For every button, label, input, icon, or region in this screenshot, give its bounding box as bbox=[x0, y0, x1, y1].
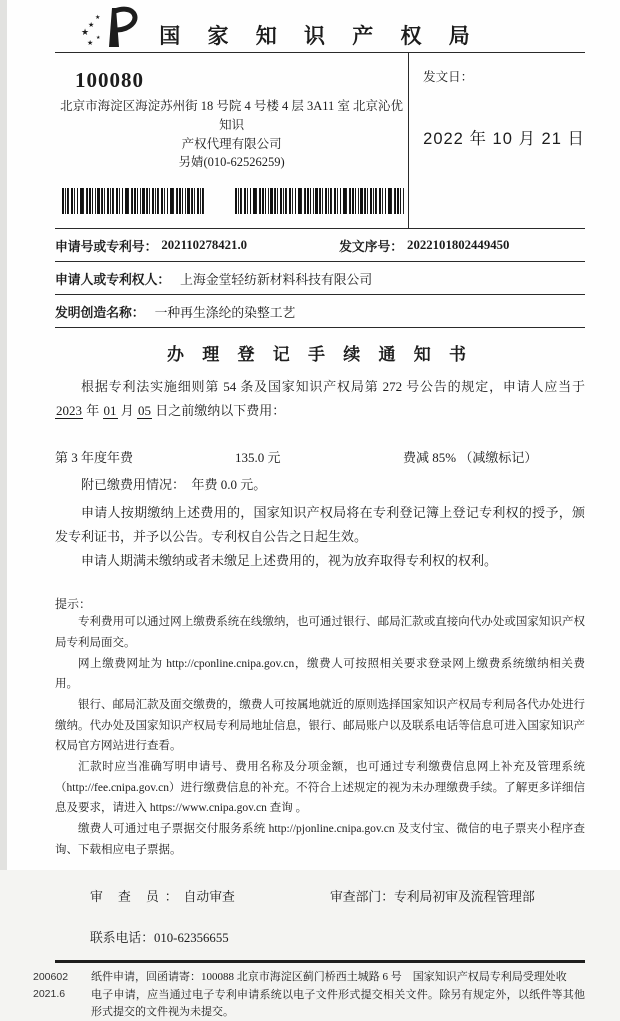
phone-label: 联系电话： bbox=[90, 931, 154, 946]
hint-item: 网上缴费网址为 http://cponline.cnipa.gov.cn，缴费人可按照相关要求登录网上缴费系统缴纳相关费用。 bbox=[55, 657, 585, 691]
year-unit: 年 bbox=[83, 403, 103, 419]
barcode-2 bbox=[235, 188, 405, 214]
meta-row-applicant bbox=[55, 262, 585, 295]
department-value: 专利局初审及流程管理部 bbox=[393, 890, 535, 905]
address-line-2: 产权代理有限公司 bbox=[181, 136, 282, 151]
hint-item: 缴费人可通过电子票据交付服务系统 http://pjonline.cnipa.gov.cn 及支付宝、微信的电子票夹小程序查询、下载相应电子票据。 bbox=[55, 823, 585, 856]
issue-date-block bbox=[408, 53, 585, 229]
review-row bbox=[55, 886, 585, 905]
notice-title: 办 理 登 记 手 续 通 知 书 bbox=[167, 345, 473, 364]
issue-date-label: 发文日： bbox=[423, 70, 474, 84]
hint-item: 专利费用可以通过网上缴费系统在线缴纳，也可通过银行、邮局汇款或直接向代办处或国家知识产权局专利局面交。 bbox=[55, 616, 585, 649]
footnote bbox=[33, 969, 585, 1020]
footnote-line-2: 电子申请，应当通过电子专利申请系统以电子文件形式提交相关文件。除另有规定外，以纸件等其他形式提交的文件视为未提交。 bbox=[91, 988, 585, 1018]
application-no-value: 202110278421.0 bbox=[161, 237, 248, 252]
hint-item: 银行、邮局汇款及面交缴费的，缴费人可按属地就近的原则选择国家知识产权局专利局各代办处进行缴纳。代办处及国家知识产权局专利局地址信息，银行、邮局账户以及联系电话等信息可进入国家知识产权局官方网站进行查看。 bbox=[55, 698, 585, 753]
paid-fee-label: 附已缴费用情况： bbox=[81, 477, 186, 493]
invention-title-value: 一种再生涤纶的染整工艺 bbox=[154, 305, 296, 320]
fee-row bbox=[55, 447, 585, 466]
form-code: 200602 bbox=[33, 971, 69, 984]
due-month: 01 bbox=[103, 403, 117, 419]
notice-intro bbox=[55, 375, 585, 423]
org-title: 国 家 知 识 产 权 局 bbox=[159, 24, 481, 48]
examiner-label: 审 查 员： bbox=[90, 890, 184, 905]
recipient-address bbox=[55, 53, 408, 229]
barcode-1 bbox=[62, 188, 205, 214]
body-paragraph-1: 申请人按期缴纳上述费用的，国家知识产权局将在专利登记簿上登记专利权的授予，颁发专利证书，并予以公告。专利权自公告之日起生效。 bbox=[55, 505, 585, 545]
hint-item: 汇款时应当准确写明申请号、费用名称及分项金额，也可通过专利缴费信息网上补充及管理系统（http://fee.cnipa.gov.cn）进行缴费信息的补充。不符合上述规定的视为未办理缴费手续。了解更多详细信息及要求，请进入 https://www.cnipa.gov.cn 查询 。 bbox=[55, 761, 585, 815]
document-header bbox=[55, 0, 585, 52]
due-day: 05 bbox=[138, 403, 152, 419]
recipient-contact: 另婧(010-62526259) bbox=[178, 155, 285, 170]
svg-text:★: ★ bbox=[81, 27, 90, 37]
invention-title-label: 发明创造名称： bbox=[55, 305, 145, 320]
day-unit: 日 bbox=[152, 403, 169, 419]
serial-no-value: 2022101802449450 bbox=[407, 237, 510, 252]
applicant-value: 上海金堂轻纺新材料科技有限公司 bbox=[180, 272, 373, 287]
footer-rule bbox=[55, 960, 585, 963]
examiner-value: 自动审查 bbox=[183, 890, 235, 905]
hints-section bbox=[55, 595, 585, 860]
body-paragraph-2: 申请人期满未缴纳或者未缴足上述费用的，视为放弃取得专利权的权利。 bbox=[81, 553, 498, 569]
meta-row-application bbox=[55, 229, 585, 262]
cnipa-logo bbox=[79, 5, 145, 51]
paid-fee-note bbox=[55, 474, 585, 493]
fee-item: 第 3 年度年费 bbox=[55, 450, 134, 466]
meta-row-invention bbox=[55, 295, 585, 328]
department-label: 审查部门： bbox=[330, 890, 394, 905]
fee-reduction: 费减 85% （减缴标记） bbox=[403, 450, 538, 466]
postal-code: 100080 bbox=[75, 68, 144, 92]
notice-body bbox=[55, 501, 585, 573]
svg-text:★: ★ bbox=[95, 15, 101, 21]
svg-text:★: ★ bbox=[88, 21, 95, 29]
month-unit: 月 bbox=[117, 403, 138, 419]
paid-fee-value: 年费 0.0 元。 bbox=[191, 477, 267, 493]
phone-value: 010-62356655 bbox=[153, 931, 229, 946]
issue-date-value: 2022 年 10 月 21 日 bbox=[423, 130, 585, 148]
intro-prefix: 根据专利法实施细则第 54 条及国家知识产权局第 272 号公告的规定，申请人应当于 bbox=[81, 379, 585, 394]
intro-suffix: 之前缴纳以下费用： bbox=[168, 403, 286, 419]
hints-label: 提示： bbox=[55, 597, 92, 612]
fee-amount: 135.0 元 bbox=[235, 450, 281, 466]
svg-text:★: ★ bbox=[96, 36, 101, 41]
applicant-label: 申请人或专利权人： bbox=[55, 272, 171, 287]
serial-no-label: 发文序号： bbox=[339, 239, 404, 254]
footnote-line-1: 纸件申请，回函请寄：100088 北京市海淀区蓟门桥西土城路 6 号 国家知识产权局专利局受理处收 bbox=[91, 971, 567, 984]
application-no-label: 申请号或专利号： bbox=[55, 239, 158, 254]
svg-text:★: ★ bbox=[87, 39, 94, 47]
due-year: 2023 bbox=[56, 403, 82, 419]
address-line-1: 北京市海淀区海淀苏州街 18 号院 4 号楼 4 层 3A11 室 北京沁优知识 bbox=[60, 99, 404, 132]
recipient-block bbox=[55, 53, 585, 229]
contact-phone-row bbox=[90, 927, 585, 946]
form-version: 2021.6 bbox=[33, 987, 66, 1000]
barcode-row bbox=[62, 188, 408, 214]
